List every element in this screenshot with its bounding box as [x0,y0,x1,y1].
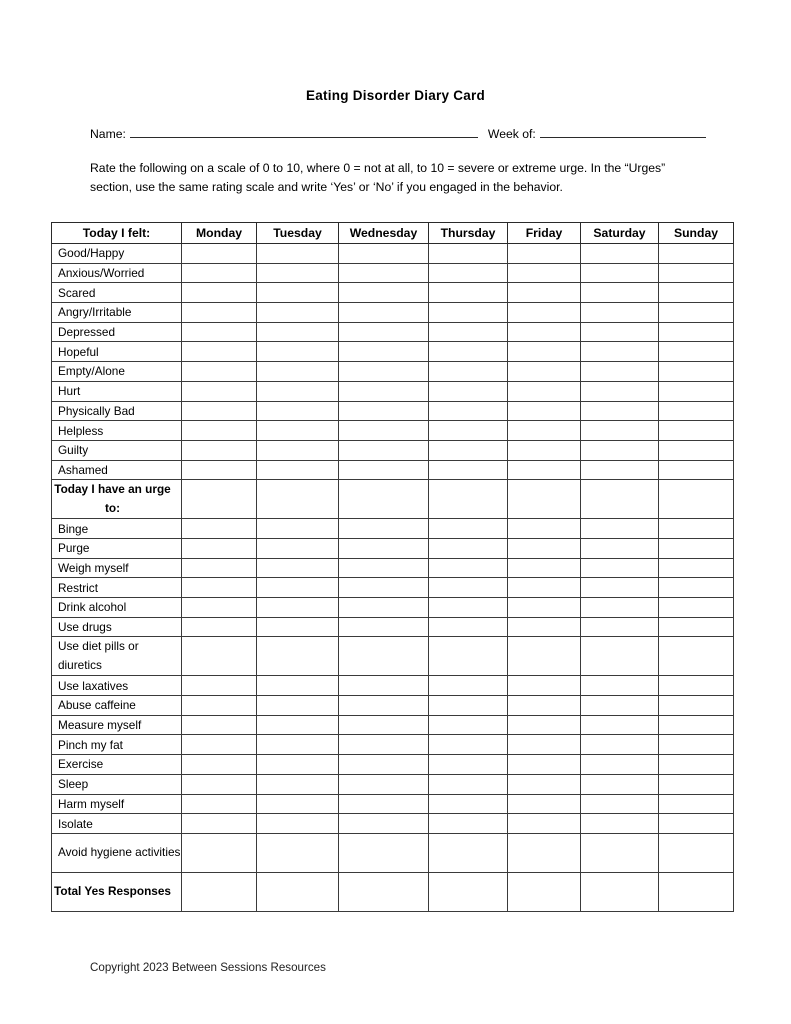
entry-cell[interactable] [508,617,581,637]
entry-cell[interactable] [581,480,659,519]
entry-cell[interactable] [257,637,339,676]
entry-cell[interactable] [339,598,429,618]
entry-cell[interactable] [581,401,659,421]
entry-cell[interactable] [182,440,257,460]
entry-cell[interactable] [659,715,734,735]
entry-cell[interactable] [659,774,734,794]
entry-cell[interactable] [257,283,339,303]
urge-row [52,676,734,696]
feeling-row [52,362,734,382]
entry-cell[interactable] [581,715,659,735]
entry-cell[interactable] [257,872,339,911]
entry-cell[interactable] [182,715,257,735]
entry-cell[interactable] [429,833,508,872]
entry-cell[interactable] [429,303,508,323]
urge-label: Avoid hygiene activities [52,833,182,872]
entry-cell[interactable] [257,755,339,775]
entry-cell[interactable] [182,519,257,539]
entry-cell[interactable] [508,676,581,696]
entry-cell[interactable] [659,401,734,421]
urge-row [52,519,734,539]
entry-cell[interactable] [257,244,339,264]
entry-cell[interactable] [182,558,257,578]
entry-cell[interactable] [581,263,659,283]
entry-cell[interactable] [659,263,734,283]
urge-label: Weigh myself [52,558,182,578]
entry-cell[interactable] [659,676,734,696]
feeling-label: Hurt [52,381,182,401]
entry-cell[interactable] [429,421,508,441]
entry-cell[interactable] [581,735,659,755]
feeling-label: Physically Bad [52,401,182,421]
entry-cell[interactable] [182,696,257,716]
entry-cell[interactable] [257,263,339,283]
entry-cell[interactable] [339,735,429,755]
entry-cell[interactable] [429,794,508,814]
urge-label: Restrict [52,578,182,598]
entry-cell[interactable] [429,774,508,794]
entry-cell[interactable] [257,381,339,401]
urge-row [52,538,734,558]
entry-cell[interactable] [659,322,734,342]
entry-cell[interactable] [659,362,734,382]
entry-cell[interactable] [182,460,257,480]
urges-section-label: Today I have an urge to: [52,480,182,519]
entry-cell[interactable] [429,322,508,342]
diary-card-table [51,222,734,912]
table-header-row [52,223,734,244]
entry-cell[interactable] [659,342,734,362]
entry-cell[interactable] [339,578,429,598]
entry-cell[interactable] [659,814,734,834]
entry-cell[interactable] [339,480,429,519]
entry-cell[interactable] [257,303,339,323]
entry-cell[interactable] [339,794,429,814]
urge-label: Use laxatives [52,676,182,696]
entry-cell[interactable] [257,794,339,814]
entry-cell[interactable] [659,244,734,264]
entry-cell[interactable] [257,401,339,421]
entry-cell[interactable] [429,755,508,775]
entry-cell[interactable] [339,833,429,872]
entry-cell[interactable] [659,755,734,775]
entry-cell[interactable] [581,519,659,539]
entry-cell[interactable] [257,676,339,696]
entry-cell[interactable] [659,696,734,716]
entry-cell[interactable] [659,440,734,460]
entry-cell[interactable] [182,381,257,401]
entry-cell[interactable] [339,538,429,558]
entry-cell[interactable] [257,480,339,519]
entry-cell[interactable] [581,794,659,814]
entry-cell[interactable] [508,322,581,342]
urge-row [52,715,734,735]
entry-cell[interactable] [581,696,659,716]
entry-cell[interactable] [257,440,339,460]
entry-cell[interactable] [508,342,581,362]
entry-cell[interactable] [339,362,429,382]
entry-cell[interactable] [429,578,508,598]
entry-cell[interactable] [581,283,659,303]
entry-cell[interactable] [508,362,581,382]
feeling-label: Ashamed [52,460,182,480]
urge-row [52,598,734,618]
entry-cell[interactable] [508,755,581,775]
entry-cell[interactable] [508,538,581,558]
feeling-label: Depressed [52,322,182,342]
entry-cell[interactable] [581,303,659,323]
urge-label: Measure myself [52,715,182,735]
entry-cell[interactable] [182,637,257,676]
entry-cell[interactable] [257,833,339,872]
entry-cell[interactable] [659,735,734,755]
entry-cell[interactable] [182,480,257,519]
entry-cell[interactable] [659,538,734,558]
name-label: Name: [90,127,126,141]
feeling-row [52,421,734,441]
entry-cell[interactable] [508,440,581,460]
entry-cell[interactable] [257,460,339,480]
column-header-saturday: Saturday [581,223,659,244]
entry-cell[interactable] [257,538,339,558]
entry-cell[interactable] [659,578,734,598]
entry-cell[interactable] [659,421,734,441]
entry-cell[interactable] [429,538,508,558]
entry-cell[interactable] [581,460,659,480]
entry-cell[interactable] [508,421,581,441]
entry-cell[interactable] [508,401,581,421]
entry-cell[interactable] [429,735,508,755]
entry-cell[interactable] [339,440,429,460]
feeling-row [52,322,734,342]
urge-row [52,735,734,755]
entry-cell[interactable] [339,342,429,362]
entry-cell[interactable] [508,244,581,264]
entry-cell[interactable] [659,381,734,401]
feeling-label: Helpless [52,421,182,441]
entry-cell[interactable] [508,696,581,716]
entry-cell[interactable] [508,735,581,755]
entry-cell[interactable] [659,617,734,637]
urge-row [52,617,734,637]
name-week-line [90,126,710,141]
entry-cell[interactable] [182,774,257,794]
entry-cell[interactable] [581,342,659,362]
entry-cell[interactable] [659,283,734,303]
entry-cell[interactable] [429,598,508,618]
entry-cell[interactable] [429,263,508,283]
entry-cell[interactable] [581,244,659,264]
entry-cell[interactable] [257,715,339,735]
entry-cell[interactable] [257,519,339,539]
entry-cell[interactable] [182,598,257,618]
urge-row [52,794,734,814]
entry-cell[interactable] [182,283,257,303]
entry-cell[interactable] [508,794,581,814]
urges-section-header-row [52,480,734,519]
entry-cell[interactable] [581,362,659,382]
table-body [52,244,734,912]
urge-label: Harm myself [52,794,182,814]
feeling-row [52,244,734,264]
entry-cell[interactable] [659,303,734,323]
entry-cell[interactable] [339,421,429,441]
entry-cell[interactable] [257,558,339,578]
entry-cell[interactable] [339,696,429,716]
entry-cell[interactable] [339,617,429,637]
instructions-text: Rate the following on a scale of 0 to 10, where 0 = not at all, to 10 = severe or extreme urge. In the “Urges” section, use the same rating scale and write ‘Yes’ or ‘No’ if you engaged in the behavior. [90,161,666,194]
entry-cell[interactable] [429,362,508,382]
feeling-row [52,342,734,362]
feeling-row [52,440,734,460]
entry-cell[interactable] [581,774,659,794]
entry-cell[interactable] [581,617,659,637]
urge-row [52,696,734,716]
urge-row [52,833,734,872]
entry-cell[interactable] [429,401,508,421]
entry-cell[interactable] [182,617,257,637]
urge-row [52,755,734,775]
entry-cell[interactable] [257,578,339,598]
feeling-row [52,303,734,323]
entry-cell[interactable] [659,872,734,911]
entry-cell[interactable] [257,696,339,716]
feeling-row [52,401,734,421]
urge-row [52,558,734,578]
entry-cell[interactable] [581,578,659,598]
column-header-sunday: Sunday [659,223,734,244]
urge-label: Binge [52,519,182,539]
entry-cell[interactable] [508,872,581,911]
entry-cell[interactable] [182,814,257,834]
entry-cell[interactable] [257,342,339,362]
entry-cell[interactable] [429,558,508,578]
entry-cell[interactable] [182,735,257,755]
entry-cell[interactable] [429,519,508,539]
entry-cell[interactable] [339,381,429,401]
entry-cell[interactable] [508,814,581,834]
entry-cell[interactable] [339,283,429,303]
entry-cell[interactable] [581,637,659,676]
feeling-row [52,263,734,283]
entry-cell[interactable] [508,833,581,872]
entry-cell[interactable] [182,578,257,598]
copyright-footer: Copyright 2023 Between Sessions Resources [90,961,326,974]
feeling-label: Angry/Irritable [52,303,182,323]
entry-cell[interactable] [429,637,508,676]
entry-cell[interactable] [339,676,429,696]
urge-label: Exercise [52,755,182,775]
entry-cell[interactable] [508,303,581,323]
column-header-wednesday: Wednesday [339,223,429,244]
urge-label: Use drugs [52,617,182,637]
entry-cell[interactable] [339,774,429,794]
entry-cell[interactable] [429,244,508,264]
entry-cell[interactable] [257,814,339,834]
entry-cell[interactable] [182,244,257,264]
entry-cell[interactable] [659,637,734,676]
urge-label: Sleep [52,774,182,794]
urge-row [52,637,734,676]
feeling-row [52,381,734,401]
feeling-label: Anxious/Worried [52,263,182,283]
entry-cell[interactable] [659,558,734,578]
entry-cell[interactable] [257,598,339,618]
feeling-label: Hopeful [52,342,182,362]
feeling-label: Empty/Alone [52,362,182,382]
entry-cell[interactable] [429,696,508,716]
entry-cell[interactable] [659,460,734,480]
entry-cell[interactable] [508,519,581,539]
entry-cell[interactable] [257,322,339,342]
urge-label: Pinch my fat [52,735,182,755]
entry-cell[interactable] [508,578,581,598]
column-header-category: Today I felt: [52,223,182,244]
entry-cell[interactable] [581,381,659,401]
entry-cell[interactable] [581,440,659,460]
entry-cell[interactable] [429,440,508,460]
entry-cell[interactable] [659,833,734,872]
column-header-thursday: Thursday [429,223,508,244]
entry-cell[interactable] [429,381,508,401]
entry-cell[interactable] [581,833,659,872]
entry-cell[interactable] [182,322,257,342]
entry-cell[interactable] [339,755,429,775]
entry-cell[interactable] [182,538,257,558]
entry-cell[interactable] [581,676,659,696]
entry-cell[interactable] [659,598,734,618]
urge-row [52,578,734,598]
entry-cell[interactable] [429,342,508,362]
entry-cell[interactable] [339,715,429,735]
entry-cell[interactable] [581,755,659,775]
entry-cell[interactable] [182,755,257,775]
feeling-row [52,283,734,303]
entry-cell[interactable] [339,263,429,283]
week-of-input-rule[interactable] [540,126,706,138]
entry-cell[interactable] [339,460,429,480]
entry-cell[interactable] [581,814,659,834]
entry-cell[interactable] [339,303,429,323]
entry-cell[interactable] [429,676,508,696]
entry-cell[interactable] [581,538,659,558]
entry-cell[interactable] [182,833,257,872]
entry-cell[interactable] [508,558,581,578]
entry-cell[interactable] [182,676,257,696]
entry-cell[interactable] [339,401,429,421]
entry-cell[interactable] [659,794,734,814]
entry-cell[interactable] [508,480,581,519]
urge-label: Use diet pills or diuretics [52,637,182,676]
column-header-monday: Monday [182,223,257,244]
urge-row [52,814,734,834]
column-header-friday: Friday [508,223,581,244]
urge-label: Purge [52,538,182,558]
entry-cell[interactable] [339,558,429,578]
entry-cell[interactable] [508,598,581,618]
column-header-tuesday: Tuesday [257,223,339,244]
entry-cell[interactable] [182,421,257,441]
feeling-label: Guilty [52,440,182,460]
total-yes-responses-label: Total Yes Responses [52,872,182,911]
page-title: Eating Disorder Diary Card [305,88,486,103]
entry-cell[interactable] [429,460,508,480]
urge-row [52,774,734,794]
entry-cell[interactable] [429,283,508,303]
entry-cell[interactable] [257,362,339,382]
table-header [52,223,734,244]
entry-cell[interactable] [257,617,339,637]
entry-cell[interactable] [257,421,339,441]
entry-cell[interactable] [182,303,257,323]
entry-cell[interactable] [508,774,581,794]
entry-cell[interactable] [508,637,581,676]
entry-cell[interactable] [339,637,429,676]
entry-cell[interactable] [581,322,659,342]
entry-cell[interactable] [581,598,659,618]
entry-cell[interactable] [339,519,429,539]
name-input-rule[interactable] [130,126,478,138]
urge-label: Abuse caffeine [52,696,182,716]
entry-cell[interactable] [508,263,581,283]
entry-cell[interactable] [429,715,508,735]
entry-cell[interactable] [581,421,659,441]
feeling-row [52,460,734,480]
entry-cell[interactable] [508,715,581,735]
entry-cell[interactable] [581,558,659,578]
entry-cell[interactable] [339,814,429,834]
entry-cell[interactable] [339,872,429,911]
feeling-label: Good/Happy [52,244,182,264]
entry-cell[interactable] [182,342,257,362]
entry-cell[interactable] [508,460,581,480]
entry-cell[interactable] [182,263,257,283]
week-of-label: Week of: [487,127,536,141]
entry-cell[interactable] [182,401,257,421]
entry-cell[interactable] [581,872,659,911]
entry-cell[interactable] [182,872,257,911]
total-yes-responses-row [52,872,734,911]
entry-cell[interactable] [429,814,508,834]
entry-cell[interactable] [659,480,734,519]
entry-cell[interactable] [429,617,508,637]
entry-cell[interactable] [659,519,734,539]
entry-cell[interactable] [339,244,429,264]
entry-cell[interactable] [339,322,429,342]
entry-cell[interactable] [429,872,508,911]
entry-cell[interactable] [508,381,581,401]
urge-label: Isolate [52,814,182,834]
entry-cell[interactable] [257,774,339,794]
entry-cell[interactable] [508,283,581,303]
urge-label: Drink alcohol [52,598,182,618]
entry-cell[interactable] [182,362,257,382]
entry-cell[interactable] [182,794,257,814]
entry-cell[interactable] [257,735,339,755]
feeling-label: Scared [52,283,182,303]
entry-cell[interactable] [429,480,508,519]
